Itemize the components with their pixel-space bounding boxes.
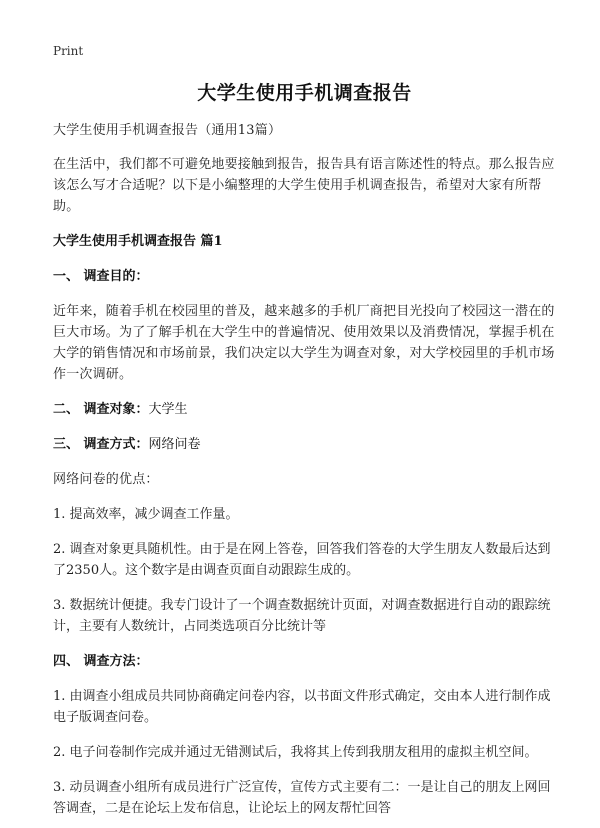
- advantage-item-1: 1. 提高效率，减少调查工作量。: [53, 507, 239, 522]
- procedure-step-3: 3. 动员调查小组所有成员进行广泛宣传，宣传方式主要有二：一是让自己的朋友上网回答调查，二是在论坛上发布信息，让论坛上的网友帮忙回答: [53, 780, 551, 816]
- page-title: 大学生使用手机调查报告: [197, 82, 412, 104]
- section-target-heading: 二、 调查对象：: [53, 402, 149, 417]
- advantages-label: 网络问卷的优点：: [53, 472, 159, 487]
- section-method-value: 网络问卷: [148, 437, 201, 452]
- intro-paragraph: 在生活中，我们都不可避免地要接触到报告，报告具有语言陈述性的特点。那么报告应该怎么写才合适呢？以下是小编整理的大学生使用手机调查报告，希望对大家有所帮助。: [53, 157, 555, 214]
- document-subtitle: 大学生使用手机调查报告（通用13篇）: [53, 123, 282, 138]
- procedure-step-2: 2. 电子问卷制作完成并通过无错测试后，我将其上传到我朋友租用的虚拟主机空间。: [53, 745, 538, 760]
- article-heading: 大学生使用手机调查报告 篇1: [53, 234, 223, 249]
- advantage-item-3: 3. 数据统计便捷。我专门设计了一个调查数据统计页面，对调查数据进行自动的跟踪统计，主要有人数统计，占同类选项百分比统计等: [53, 598, 551, 634]
- section-purpose-body: 近年来，随着手机在校园里的普及，越来越多的手机厂商把目光投向了校园这一潜在的巨大市场。为了了解手机在大学生中的普遍情况、使用效果以及消费情况，掌握手机在大学的销售情况和市场前景，我们决定以大学生为调查对象，对大学校园里的手机市场作一次调研。: [53, 304, 555, 382]
- procedure-step-1: 1. 由调查小组成员共同协商确定问卷内容，以书面文件形式确定，交由本人进行制作成电子版调查问卷。: [53, 689, 551, 725]
- section-purpose-heading: 一、 调查目的：: [53, 269, 149, 284]
- section-target: [53, 399, 556, 420]
- section-method-heading: 三、 调查方式：: [53, 437, 149, 452]
- print-link[interactable]: Print: [53, 44, 84, 58]
- advantage-item-2: 2. 调查对象更具随机性。由于是在网上答卷，回答我们答卷的大学生朋友人数最后达到了2350人。这个数字是由调查页面自动跟踪生成的。: [53, 542, 551, 578]
- section-procedure-heading: 四、 调查方法：: [53, 654, 149, 669]
- section-target-value: 大学生: [148, 402, 188, 417]
- section-method: [53, 434, 556, 455]
